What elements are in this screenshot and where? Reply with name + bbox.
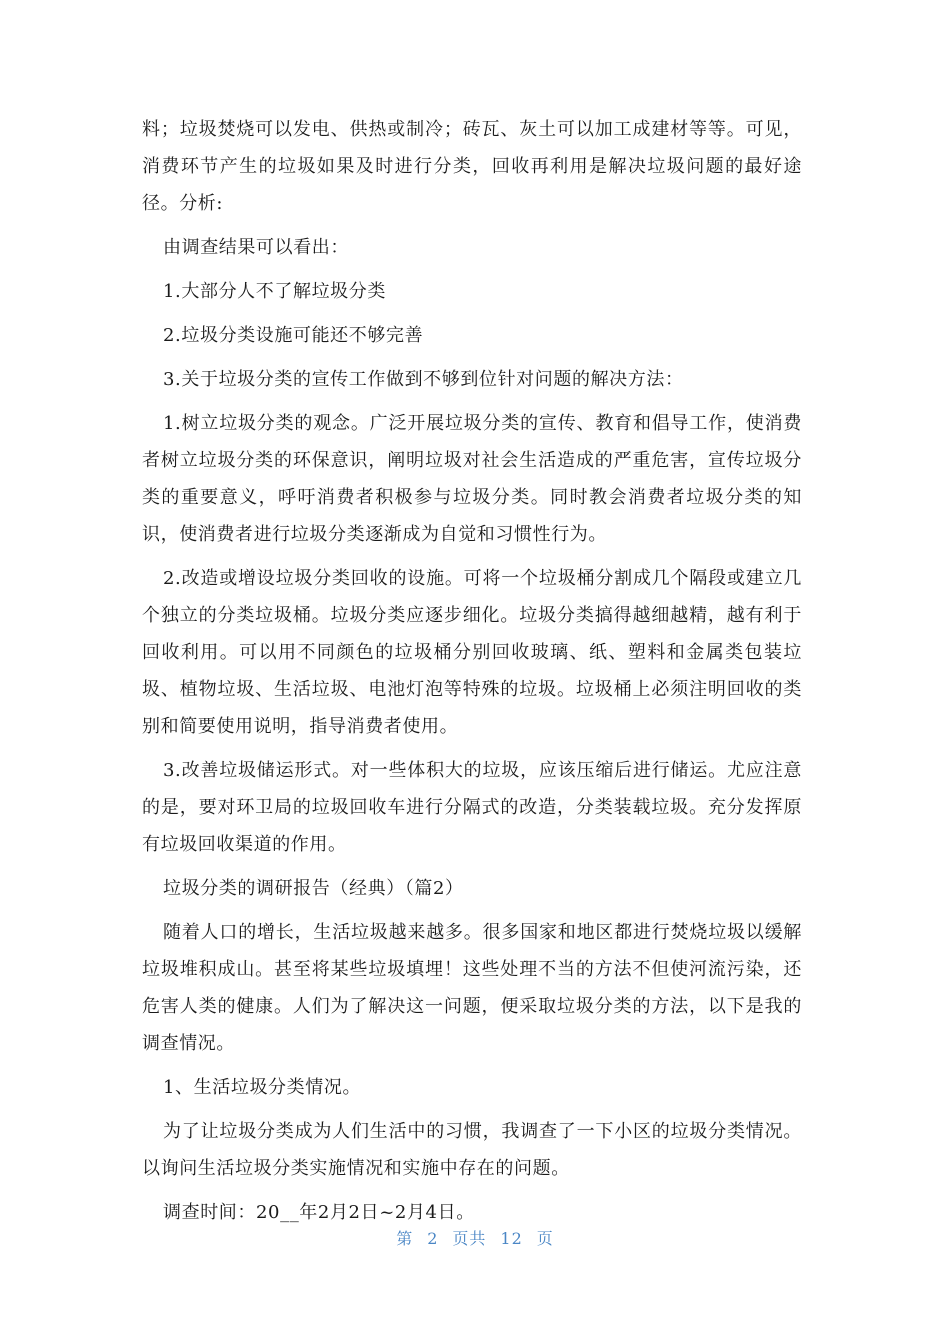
section-heading: 垃圾分类的调研报告（经典）（篇2） (163, 878, 464, 899)
paragraph: 1.树立垃圾分类的观念。广泛开展垃圾分类的宣传、教育和倡导工作，使消费者树立垃圾分类的环保意识，阐明垃圾对社会生活造成的严重危害，宣传垃圾分类的重要意义，呼吁消费者积极参与垃圾分类。同时教会消费者垃圾分类的知识，使消费者进行垃圾分类逐渐成为自觉和习惯性行为。 (142, 413, 802, 545)
paragraph: 调查时间：20__年2月2日~2月4日。 (163, 1202, 475, 1223)
paragraph: 2.改造或增设垃圾分类回收的设施。可将一个垃圾桶分割成几个隔段或建立几个独立的分类垃圾桶。垃圾分类应逐步细化。垃圾分类搞得越细越精，越有利于回收利用。可以用不同颜色的垃圾桶分别回收玻璃、纸、塑料和金属类包装垃圾、植物垃圾、生活垃圾、电池灯泡等特殊的垃圾。垃圾桶上必须注明回收的类别和简要使用说明，指导消费者使用。 (142, 568, 802, 737)
footer-suffix: 页 (536, 1229, 554, 1248)
footer-page-number: 2 (427, 1229, 439, 1248)
paragraph: 为了让垃圾分类成为人们生活中的习惯，我调查了一下小区的垃圾分类情况。以询问生活垃圾分类实施情况和实施中存在的问题。 (142, 1121, 802, 1179)
footer-total-pages: 12 (500, 1229, 523, 1248)
list-item: 1.大部分人不了解垃圾分类 (163, 281, 386, 302)
list-item: 1、生活垃圾分类情况。 (163, 1077, 362, 1098)
list-item: 2.垃圾分类设施可能还不够完善 (163, 325, 424, 346)
paragraph: 由调查结果可以看出： (163, 237, 349, 258)
page-footer (0, 1226, 950, 1249)
document-body (142, 111, 802, 1238)
paragraph: 料；垃圾焚烧可以发电、供热或制冷；砖瓦、灰土可以加工成建材等等。可见，消费环节产生的垃圾如果及时进行分类，回收再利用是解决垃圾问题的最好途径。分析: (142, 119, 802, 214)
footer-middle: 页共 (452, 1229, 487, 1248)
footer-prefix: 第 (396, 1229, 414, 1248)
paragraph: 随着人口的增长，生活垃圾越来越多。很多国家和地区都进行焚烧垃圾以缓解垃圾堆积成山。甚至将某些垃圾填埋！这些处理不当的方法不但使河流污染，还危害人类的健康。人们为了解决这一问题，便采取垃圾分类的方法，以下是我的调查情况。 (142, 922, 802, 1054)
list-item: 3.关于垃圾分类的宣传工作做到不够到位针对问题的解决方法： (163, 369, 684, 390)
paragraph: 3.改善垃圾储运形式。对一些体积大的垃圾，应该压缩后进行储运。尤应注意的是，要对环卫局的垃圾回收车进行分隔式的改造，分类装载垃圾。充分发挥原有垃圾回收渠道的作用。 (142, 760, 802, 855)
